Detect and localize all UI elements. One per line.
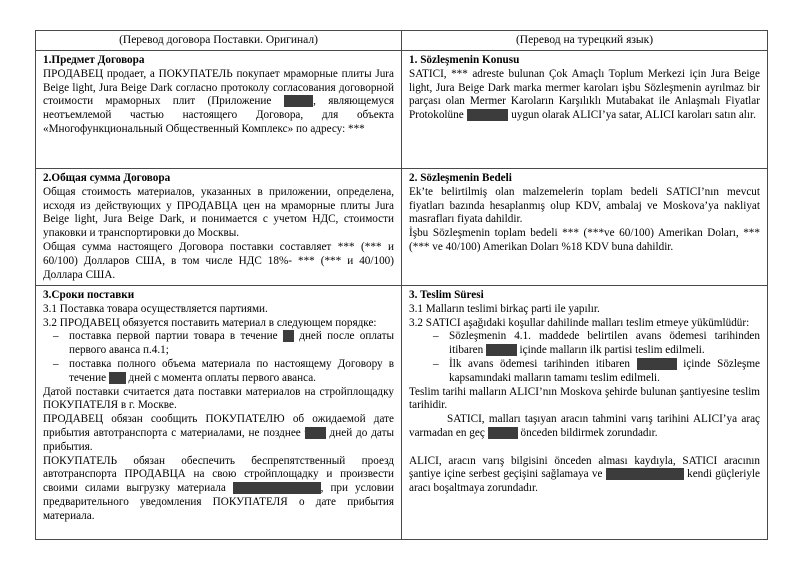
table-body xyxy=(36,51,768,540)
paragraph: ПОКУПАТЕЛЬ обязан обеспечить беспрепятственный проезд автотранспорта ПРОДАВЦА на свою стройплощадку и произвести своими силами выгрузку материала в день прибытия, при условии предварительного уведомления ПОКУПАТЕЛЯ о дате прибытия материала. xyxy=(43,454,395,522)
paragraph: ПРОДАВЕЦ продает, а ПОКУПАТЕЛЬ покупает мраморные плиты Jura Beige light, Jura Beige Dark согласно протоколу согласования договорной стоимости мраморных плит (Приложение №1), являющемуся неотъемлемой частью настоящего Договора, для объекта «Многофункциональный Общественный Комплекс» по адресу: *** xyxy=(43,67,394,135)
paragraph: SATICI, *** adreste bulunan Çok Amaçlı Toplum Merkezi için Jura Beige light, Jura Beige Dark marka mermer karoları işbu Sözleşmenin ayrılmaz bir parçası olan Mermer Karoların Karşılıklı Mutabakat ile Anlaşmalı Fiyatlar Protokolüne (No1 Ek) uygun olarak ALICI’ya satar, ALICI karoları satın alır. xyxy=(409,67,760,122)
dash-list-item xyxy=(409,330,760,358)
section-row-3 xyxy=(36,286,768,540)
dash-list-item xyxy=(43,330,394,358)
paragraph: Ek’te belirtilmiş olan malzemelerin toplam bedeli SATICI’nın mevcut fiyatları bazında hesaplanmış olup KDV, ambalaj ve Moskova’ya nakliyat masrafları fiyata dahildir. xyxy=(409,185,760,226)
dash-marker: – xyxy=(433,330,439,343)
section-row-2 xyxy=(36,169,768,286)
paragraph: İşbu Sözleşmenin toplam bedeli *** (***ve 60/100) Amerikan Doları, *** (*** ve 40/100) Amerikan Doları %18 KDV buna dahildir. xyxy=(409,227,760,253)
table-header-row xyxy=(36,31,768,51)
redacted-text: трех xyxy=(304,426,326,439)
paragraph: 3.2 ПРОДАВЕЦ обязуется поставить материал в следующем порядке: xyxy=(43,316,377,329)
dash-marker: – xyxy=(53,357,59,370)
redacted-text: в день прибытия xyxy=(232,482,321,495)
redacted-text: 180 gün xyxy=(636,357,677,370)
section-title: 3.Сроки поставки xyxy=(43,289,135,301)
redacted-text: №1) xyxy=(283,95,314,108)
redacted-text: 90 xyxy=(282,330,294,343)
paragraph: ALICI, aracın varış bilgisini önceden alması kaydıyla, SATICI aracının şantiye içine serbest geçişini sağlamaya ve varış günü içinde kendi güçleriyle aracı boşaltmaya zorundadır. xyxy=(409,454,760,495)
paragraph: Общая стоимость материалов, указанных в приложении, определена, исходя из действующих у ПРОДАВЦА цен на мраморные плиты Jura Beige light, Jura Beige Dark, и понимается с учетом НДС, стоимости упаковки и транспортировки до Москвы. xyxy=(43,185,394,240)
dash-list-item xyxy=(409,358,760,386)
paragraph: Teslim tarihi malların ALICI’nın Moskova şehirde bulunan şantiyesine teslim tarihidir. xyxy=(409,385,760,412)
section-title: 3. Teslim Süresi xyxy=(409,289,484,301)
column-header-original: (Перевод договора Поставки. Оригинал) xyxy=(36,31,402,51)
redacted-text: üç gün xyxy=(487,426,518,439)
dash-list-item xyxy=(43,358,394,386)
section-row-1 xyxy=(36,51,768,169)
paragraph: 3.2 SATICI aşağıdaki koşullar dahilinde malları teslim etmeye yükümlüdür: xyxy=(409,316,750,329)
dash-marker: – xyxy=(53,330,59,343)
section-title: 2.Общая сумма Договора xyxy=(43,172,171,184)
dash-marker: – xyxy=(433,357,439,370)
section-cell-right-2 xyxy=(402,169,768,286)
section-cell-left-3 xyxy=(36,286,402,540)
redacted-text: (No1 Ek) xyxy=(466,109,509,122)
redacted-text: 90 gün xyxy=(485,344,517,357)
paragraph: 3.1 Поставка товара осуществляется партиями. xyxy=(43,302,268,315)
blank-line xyxy=(409,441,760,455)
section-cell-left-1 xyxy=(36,51,402,169)
dash-item-text: Sözleşmenin 4.1. maddede belirtilen avans ödemesi tarihinden itibaren 90 gün içinde malların ilk partisi teslim edilmeli. xyxy=(449,330,760,357)
dash-item-text: поставка первой партии товара в течение 90 дней после оплаты первого аванса п.4.1; xyxy=(69,330,394,357)
paragraph: ПРОДАВЕЦ обязан сообщить ПОКУПАТЕЛЮ об ожидаемой дате прибытия автотранспорта с материалами, не позднее трех дней до даты прибытия. xyxy=(43,413,394,453)
redacted-text: varış günü içinde xyxy=(605,468,684,481)
paragraph: 3.1 Malların teslimi birkaç parti ile yapılır. xyxy=(409,302,600,315)
section-title: 2. Sözleşmenin Bedeli xyxy=(409,172,512,184)
section-title: 1.Предмет Договора xyxy=(43,54,145,66)
paragraph: Датой поставки считается дата поставки материалов на стройплощадку ПОКУПАТЕЛЯ в г. Москве. xyxy=(43,385,394,412)
contract-translation-table xyxy=(35,30,768,540)
section-cell-left-2 xyxy=(36,169,402,286)
redacted-text: 180 xyxy=(108,371,126,384)
section-title: 1. Sözleşmenin Konusu xyxy=(409,54,520,66)
column-header-turkish: (Перевод на турецкий язык) xyxy=(402,31,768,51)
dash-item-text: поставка полного объема материала по настоящему Договору в течение 180 дней с момента оплаты первого аванса. xyxy=(69,357,394,384)
paragraph: Общая сумма настоящего Договора поставки составляет *** (*** и 60/100) Долларов США, в том числе НДС 18%- *** (*** и 40/100) Доллара США. xyxy=(43,240,394,281)
dash-item-text: İlk avans ödemesi tarihinden itibaren 180 gün içinde Sözleşme kapsamındaki malların tamamı teslim edilmeli. xyxy=(449,357,760,384)
section-cell-right-3 xyxy=(402,286,768,540)
paragraph: SATICI, malları taşıyan aracın tahmini varış tarihini ALICI’ya araç varmadan en geç üç gün önceden bildirmek zorundadır. xyxy=(409,413,760,439)
section-cell-right-1 xyxy=(402,51,768,169)
